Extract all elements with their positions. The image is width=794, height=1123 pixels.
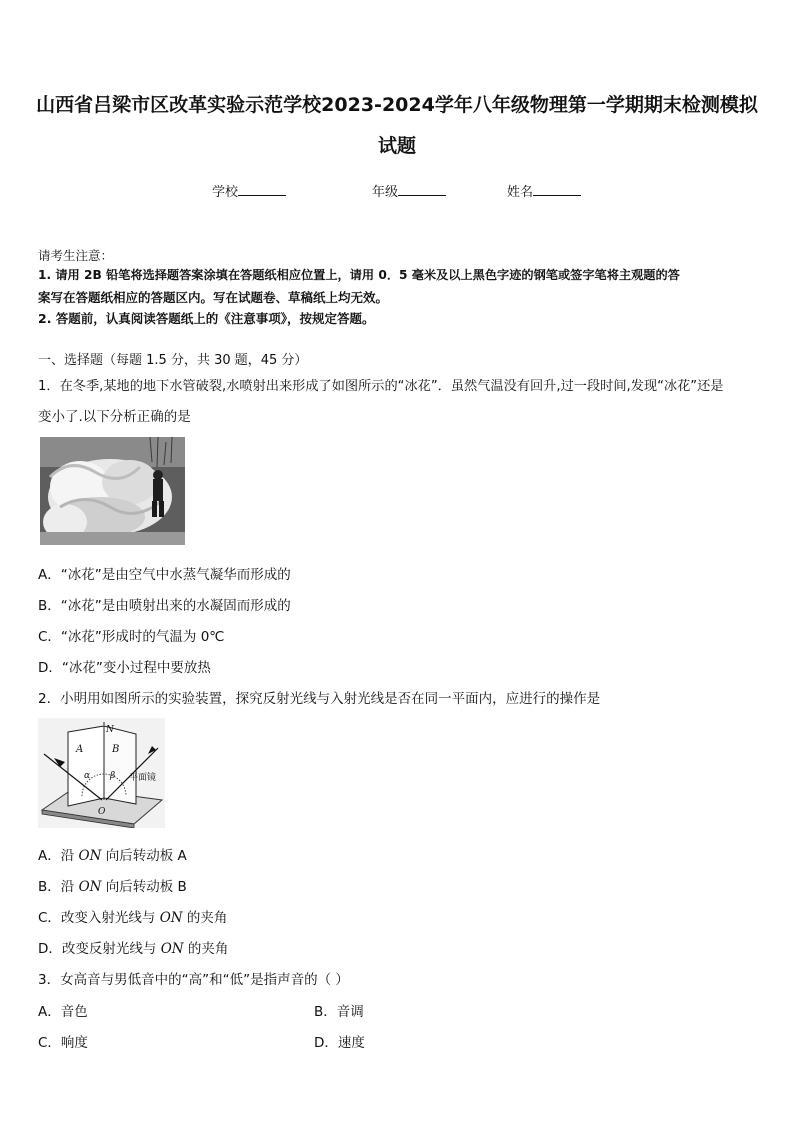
reflection-apparatus-diagram: [38, 718, 165, 828]
name-label: 姓名: [507, 185, 534, 200]
page-title-line1: 山西省吕梁市区改革实验示范学校2023-2024学年八年级物理第一学期期末检测模拟: [36, 94, 758, 116]
school-field: [212, 181, 286, 200]
q2-c-on: ON: [159, 910, 183, 926]
name-blank[interactable]: [533, 183, 581, 196]
q2-stem: 2．小明用如图所示的实验装置，探究反射光线与入射光线是否在同一平面内，应进行的操作是: [38, 691, 601, 707]
q1-option-d: D．“冰花”变小过程中要放热: [38, 660, 211, 676]
label-board-b: B: [112, 744, 120, 755]
grade-blank[interactable]: [398, 183, 446, 196]
q2-b-pre: B．沿: [38, 879, 79, 895]
q2-d-post: 的夹角: [183, 941, 229, 957]
notice-line2: 2. 答题前，认真阅读答题纸上的《注意事项》，按规定答题。: [38, 311, 375, 326]
q2-d-on: ON: [160, 941, 184, 957]
q2-a-post: 向后转动板 A: [101, 848, 187, 864]
q1-option-b: B．“冰花”是由喷射出来的水凝固而形成的: [38, 598, 291, 614]
school-blank[interactable]: [238, 183, 286, 196]
ice-flower-image: [40, 437, 185, 545]
q2-b-post: 向后转动板 B: [101, 879, 187, 895]
q1-stem-line2: 变小了.以下分析正确的是: [38, 409, 191, 425]
q3-option-b: B．音调: [314, 1004, 364, 1020]
q2-b-on: ON: [78, 879, 102, 895]
section-heading: 一、选择题（每题 1.5 分，共 30 题，45 分）: [38, 353, 308, 368]
q3-option-d: D．速度: [314, 1035, 365, 1051]
q1-option-a: A．“冰花”是由空气中水蒸气凝华而形成的: [38, 567, 291, 583]
label-n: N: [106, 725, 114, 735]
name-field: [507, 181, 581, 200]
notice-heading: 请考生注意：: [38, 248, 114, 263]
q1-option-c: C．“冰花”形成时的气温为 0℃: [38, 629, 225, 645]
q2-a-pre: A．沿: [38, 848, 79, 864]
q2-option-b: [38, 875, 187, 895]
q3-option-a: A．音色: [38, 1004, 88, 1020]
label-alpha: α: [84, 771, 91, 781]
reflection-apparatus-svg: [38, 718, 165, 828]
grade-field: [372, 181, 446, 200]
notice-line1b: 案写在答题纸相应的答题区内。写在试题卷、草稿纸上均无效。: [38, 290, 389, 305]
q2-option-d: [38, 937, 228, 957]
label-board-a: A: [76, 744, 84, 755]
label-mirror: 平面镜: [129, 773, 157, 783]
label-o: O: [98, 807, 106, 817]
q2-option-a: [38, 844, 187, 864]
notice-line1a: 1. 请用 2B 铅笔将选择题答案涂填在答题纸相应位置上，请用 0．5 毫米及以上黑色字迹的钢笔或签字笔将主观题的答: [38, 268, 680, 282]
q3-stem: 3．女高音与男低音中的“高”和“低”是指声音的（ ）: [38, 972, 349, 988]
q3-option-c: C．响度: [38, 1035, 88, 1051]
label-beta: β: [110, 771, 116, 781]
q2-c-post: 的夹角: [182, 910, 228, 926]
q2-option-c: [38, 906, 227, 926]
q2-d-pre: D．改变反射光线与: [38, 941, 161, 957]
q2-c-pre: C．改变入射光线与: [38, 910, 160, 926]
grade-label: 年级: [372, 185, 399, 200]
school-label: 学校: [212, 185, 239, 200]
q1-stem-line1: 1．在冬季,某地的地下水管破裂,水喷射出来形成了如图所示的“冰花”．虽然气温没有回升,过一段时间,发现“冰花”还是: [38, 379, 724, 394]
ice-flower-photo: [40, 437, 185, 545]
q2-a-on: ON: [78, 848, 102, 864]
page-title-line2: 试题: [377, 135, 416, 157]
